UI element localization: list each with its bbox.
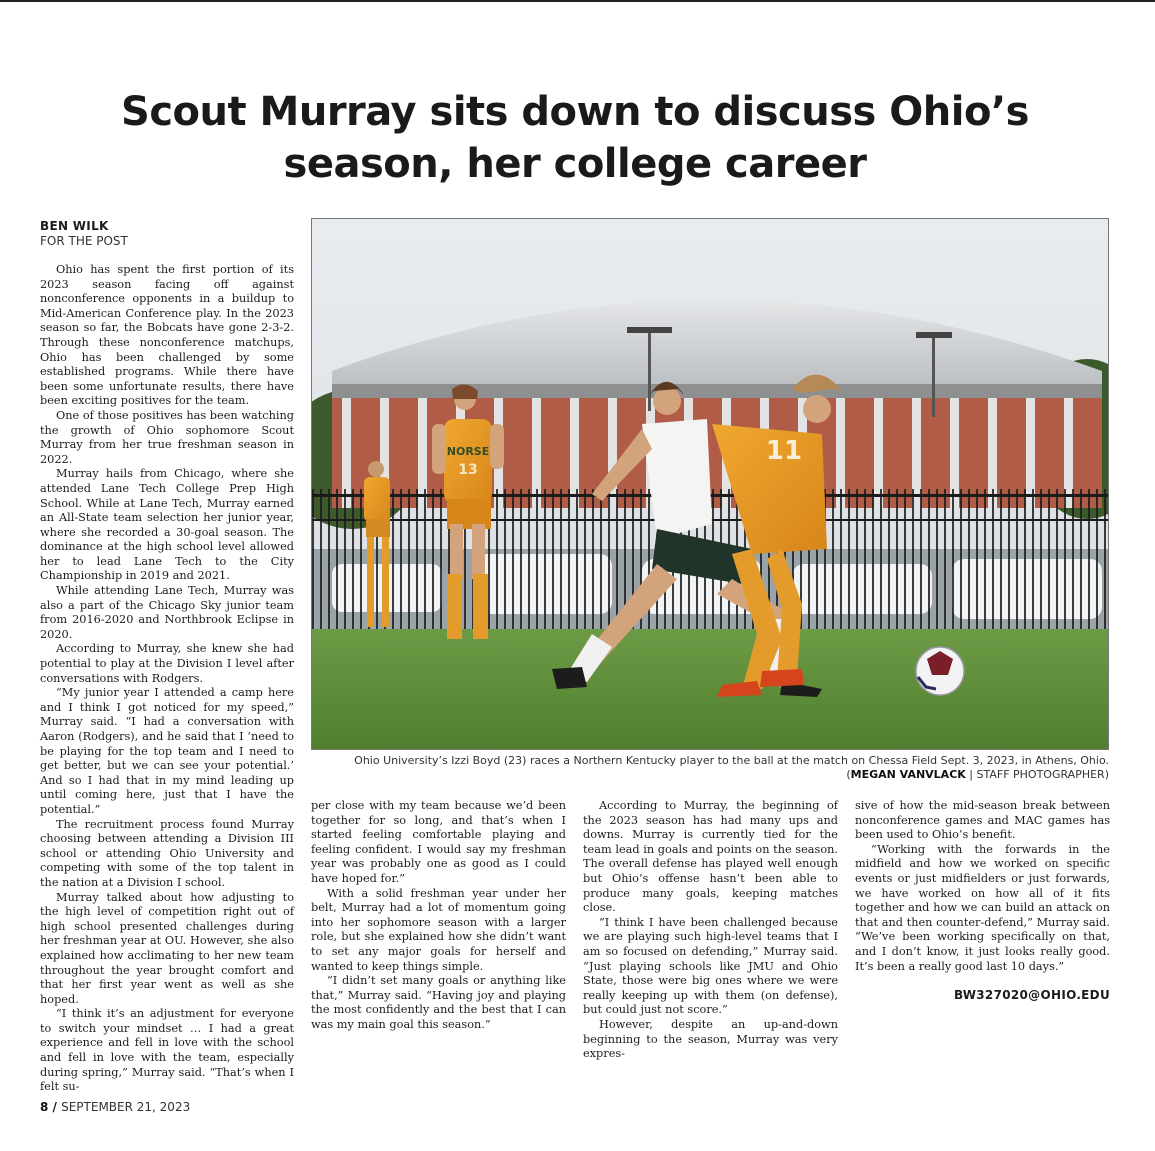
author-email[interactable]: BW327020@OHIO.EDU bbox=[953, 988, 1110, 1003]
paragraph: One of those positives has been watching the growth of Ohio sophomore Scout Murray from her true freshman season in 2022. bbox=[40, 408, 294, 466]
issue-date: SEPTEMBER 21, 2023 bbox=[61, 1100, 191, 1114]
page-footer bbox=[40, 1100, 190, 1114]
soccer-match-photo bbox=[312, 219, 1109, 750]
byline bbox=[40, 219, 300, 248]
paragraph: sive of how the mid-season break between nonconference games and MAC games has been used to Ohio’s benefit. bbox=[855, 799, 1110, 842]
paragraph: “Working with the forwards in the midfield and how we worked on specific events or just midfielders or just forwards, we have worked on how all of it fits together and how we can build an attack on that and then counter-defend,” Murray said. “We’ve been working specifically on that, and I don’t know, it just looks really good. It’s been a really good last 10 days.” bbox=[855, 842, 1110, 973]
article-column-2 bbox=[311, 799, 566, 1033]
photographer-role: | STAFF PHOTOGRAPHER) bbox=[965, 768, 1109, 781]
article-column-3 bbox=[583, 799, 838, 1062]
paragraph: “I think I have been challenged because we are playing such high-level teams that I am so focused on defending,” Murray said. “Just playing schools like JMU and Ohio State, those were big ones where we were really keeping up with them (on defense), but could just not score.” bbox=[583, 915, 838, 1017]
paragraph: However, despite an up-and-down beginning to the season, Murray was very expres- bbox=[583, 1017, 838, 1061]
paragraph: According to Murray, the beginning of the 2023 season has had many ups and downs. Murray is currently tied for the team lead in goals and points on the season. The overall defense has played well enough but Ohio’s offense hasn’t been able to produce many goals, keeping matches close. bbox=[583, 799, 838, 915]
paragraph: The recruitment process found Murray choosing between attending a Division III school or attending Ohio University and competing with some of the top talent in the nation at a Division I school. bbox=[40, 817, 294, 889]
jersey-number-c: 11 bbox=[765, 436, 803, 466]
paragraph: “I didn’t set many goals or anything like that,” Murray said. “Having joy and playing the most confidently and the best that I can was my main goal this season.” bbox=[311, 974, 566, 1031]
byline-affiliation: FOR THE POST bbox=[40, 234, 128, 248]
paragraph: Murray hails from Chicago, where she attended Lane Tech College Prep High School. While at Lane Tech, Murray earned an All-State team selection her junior year, where she recorded a 30-goal season. The dominance at the high school level allowed her to lead Lane Tech to the City Championship in 2019 and 2021. bbox=[40, 467, 294, 583]
paragraph: per close with my team because we’d been together for so long, and that’s when I started feeling comfortable playing and feeling confident. I would say my freshman year was probably one as good as I could have hoped for.” bbox=[311, 799, 566, 885]
photo-credit: (MEGAN VANVLACK | STAFF PHOTOGRAPHER) bbox=[846, 768, 1109, 781]
jersey-text-a: NORSE bbox=[446, 445, 490, 458]
byline-name: BEN WILK bbox=[40, 219, 109, 233]
paragraph: According to Murray, she knew she had potential to play at the Division I level after conversations with Rodgers. bbox=[40, 642, 294, 685]
page-number: 8 bbox=[40, 1100, 49, 1114]
jersey-number-b: 13 bbox=[458, 462, 478, 478]
article-column-4 bbox=[855, 799, 1110, 1003]
paragraph: While attending Lane Tech, Murray was also a part of the Chicago Sky junior team from 2016-2020 and Northbrook Eclipse in 2020. bbox=[40, 584, 294, 641]
paragraph: Murray talked about how adjusting to the high level of competition right out of high school presented challenges during her freshman year at OU. However, she also explained how acclimating to her new team throughout the year brought comfort and that her first year went as well as she hoped. bbox=[40, 890, 294, 1006]
photo-caption bbox=[311, 754, 1109, 782]
top-rule bbox=[0, 0, 1155, 2]
paragraph: “My junior year I attended a camp here and I think I got noticed for my speed,” Murray said. “I had a conversation with Aaron (Rodgers), and he said that I ‘need to be playing for the top team and I need to get better, but we can see your potential.’ And so I had that in my mind leading up until coming here, just that I have the potential.” bbox=[40, 686, 294, 816]
soccer-ball bbox=[916, 647, 964, 695]
article-column-1 bbox=[40, 263, 294, 1095]
photographer-name: MEGAN VANVLACK bbox=[850, 768, 966, 781]
paragraph: Ohio has spent the first portion of its 2023 season facing off against nonconference opponents in a buildup to Mid-American Conference play. In the 2023 season so far, the Bobcats have gone 2-3-2. Through these nonconference matchups, Ohio has been challenged by some established programs. While there have been some unfortunate results, there have been exciting positives for the team. bbox=[40, 263, 294, 408]
caption-text: Ohio University’s Izzi Boyd (23) races a Northern Kentucky player to the ball at the match on Chessa Field Sept. 3, 2023, in Athens, Ohio. bbox=[354, 754, 1109, 767]
footer-separator: / bbox=[48, 1100, 62, 1114]
paragraph: “I think it’s an adjustment for everyone to switch your mindset … I had a great experience and fell in love with the school and fell in love with the team, especially during spring,” Murray said. “That’s when I felt su- bbox=[40, 1007, 294, 1094]
headline: Scout Murray sits down to discuss Ohio’s season, her college career bbox=[121, 89, 1029, 187]
paragraph: With a solid freshman year under her belt, Murray had a lot of momentum going into her sophomore season with a larger role, but she explained how she didn’t want to set any major goals for herself and wanted to keep things simple. bbox=[311, 886, 566, 973]
feature-photo bbox=[311, 218, 1109, 750]
